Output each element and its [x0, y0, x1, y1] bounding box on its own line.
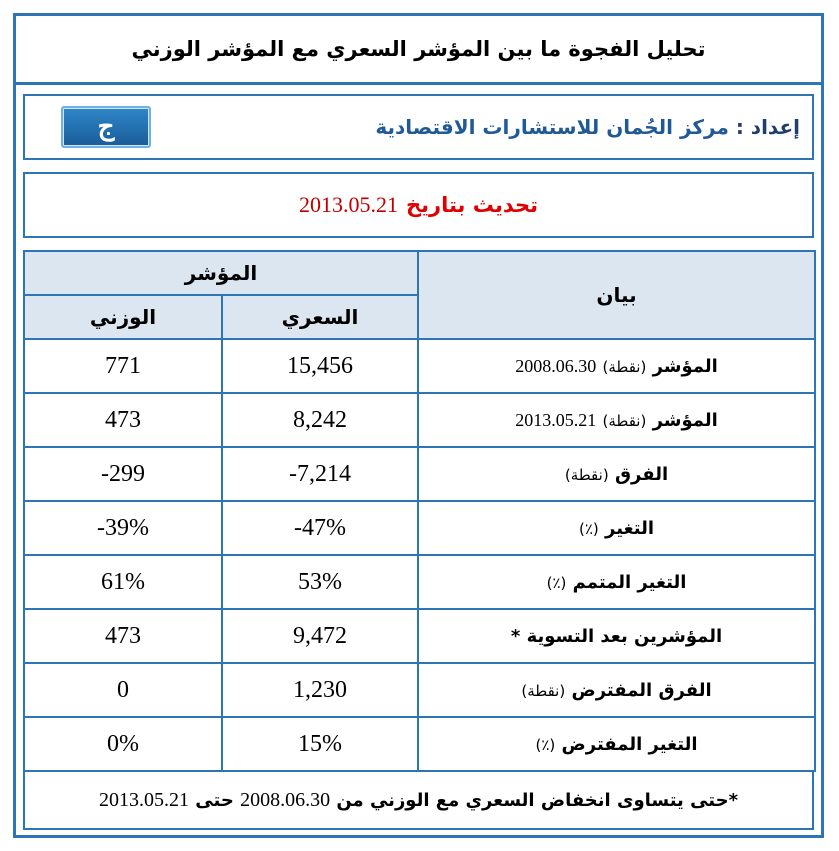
author-name: مركز الجُمان للاستشارات الاقتصادية — [375, 115, 729, 139]
update-banner — [23, 172, 814, 238]
price-index-value: 9,472 — [222, 609, 418, 663]
row-label — [418, 555, 815, 609]
weighted-index-value: 61% — [24, 555, 222, 609]
row-unit: (٪) — [546, 573, 567, 592]
row-unit: (نقطة) — [602, 357, 647, 376]
row-label-text: الفرق — [614, 463, 669, 485]
table-row — [24, 447, 815, 501]
update-label: تحديث بتاريخ — [405, 193, 539, 217]
price-index-value: 15% — [222, 717, 418, 771]
price-index-value: -47% — [222, 501, 418, 555]
header-price: السعري — [222, 295, 418, 339]
row-label-text: التغير — [605, 517, 655, 539]
row-unit: (٪) — [535, 735, 556, 754]
row-label — [418, 447, 815, 501]
price-index-value: 15,456 — [222, 339, 418, 393]
author-prefix: إعداد : — [735, 115, 800, 139]
row-label — [418, 717, 815, 771]
table-row — [24, 501, 815, 555]
author-line — [375, 115, 800, 139]
footnote-to: حتى — [195, 789, 234, 811]
row-label-text: الفرق المفترض — [571, 679, 712, 701]
table-row — [24, 555, 815, 609]
update-date: 2013.05.21 — [298, 192, 398, 217]
row-date: 2013.05.21 — [515, 409, 597, 430]
row-label-text: المؤشرين بعد التسوية * — [510, 625, 723, 647]
row-unit: (نقطة) — [521, 681, 566, 700]
price-index-value: -7,214 — [222, 447, 418, 501]
row-unit: (نقطة) — [564, 465, 609, 484]
company-logo-icon — [61, 106, 151, 148]
header-statement: بيان — [418, 251, 815, 339]
document-frame — [13, 13, 824, 838]
weighted-index-value: -39% — [24, 501, 222, 555]
author-banner — [23, 94, 814, 160]
table-row — [24, 339, 815, 393]
row-label — [418, 609, 815, 663]
row-label-text: المؤشر — [652, 355, 718, 377]
footnote-text: *حتى يتساوى انخفاض السعري مع الوزني من — [336, 789, 739, 811]
price-index-value: 53% — [222, 555, 418, 609]
row-label — [418, 501, 815, 555]
footnote-date-from: 2008.06.30 — [240, 788, 331, 811]
row-date: 2008.06.30 — [515, 355, 597, 376]
gap-analysis-table — [23, 250, 816, 772]
row-unit: (٪) — [579, 519, 599, 538]
row-label — [418, 393, 815, 447]
footnote-date-to: 2013.05.21 — [98, 788, 189, 811]
weighted-index-value: 0% — [24, 717, 222, 771]
page-title: تحليل الفجوة ما بين المؤشر السعري مع المؤشر الوزني — [16, 16, 821, 85]
row-label — [418, 339, 815, 393]
price-index-value: 8,242 — [222, 393, 418, 447]
header-index: المؤشر — [24, 251, 418, 295]
price-index-value: 1,230 — [222, 663, 418, 717]
weighted-index-value: 473 — [24, 393, 222, 447]
weighted-index-value: 771 — [24, 339, 222, 393]
row-label-text: المؤشر — [652, 409, 718, 431]
row-label-text: التغير المفترض — [561, 733, 698, 755]
table-row — [24, 663, 815, 717]
header-weighted: الوزني — [24, 295, 222, 339]
row-label — [418, 663, 815, 717]
row-unit: (نقطة) — [602, 411, 647, 430]
weighted-index-value: -299 — [24, 447, 222, 501]
footnote — [23, 770, 814, 830]
weighted-index-value: 0 — [24, 663, 222, 717]
table-row — [24, 393, 815, 447]
table-row — [24, 717, 815, 771]
table-row — [24, 609, 815, 663]
logo-glyph: ج — [97, 112, 115, 142]
row-label-text: التغير المتمم — [572, 571, 687, 593]
weighted-index-value: 473 — [24, 609, 222, 663]
